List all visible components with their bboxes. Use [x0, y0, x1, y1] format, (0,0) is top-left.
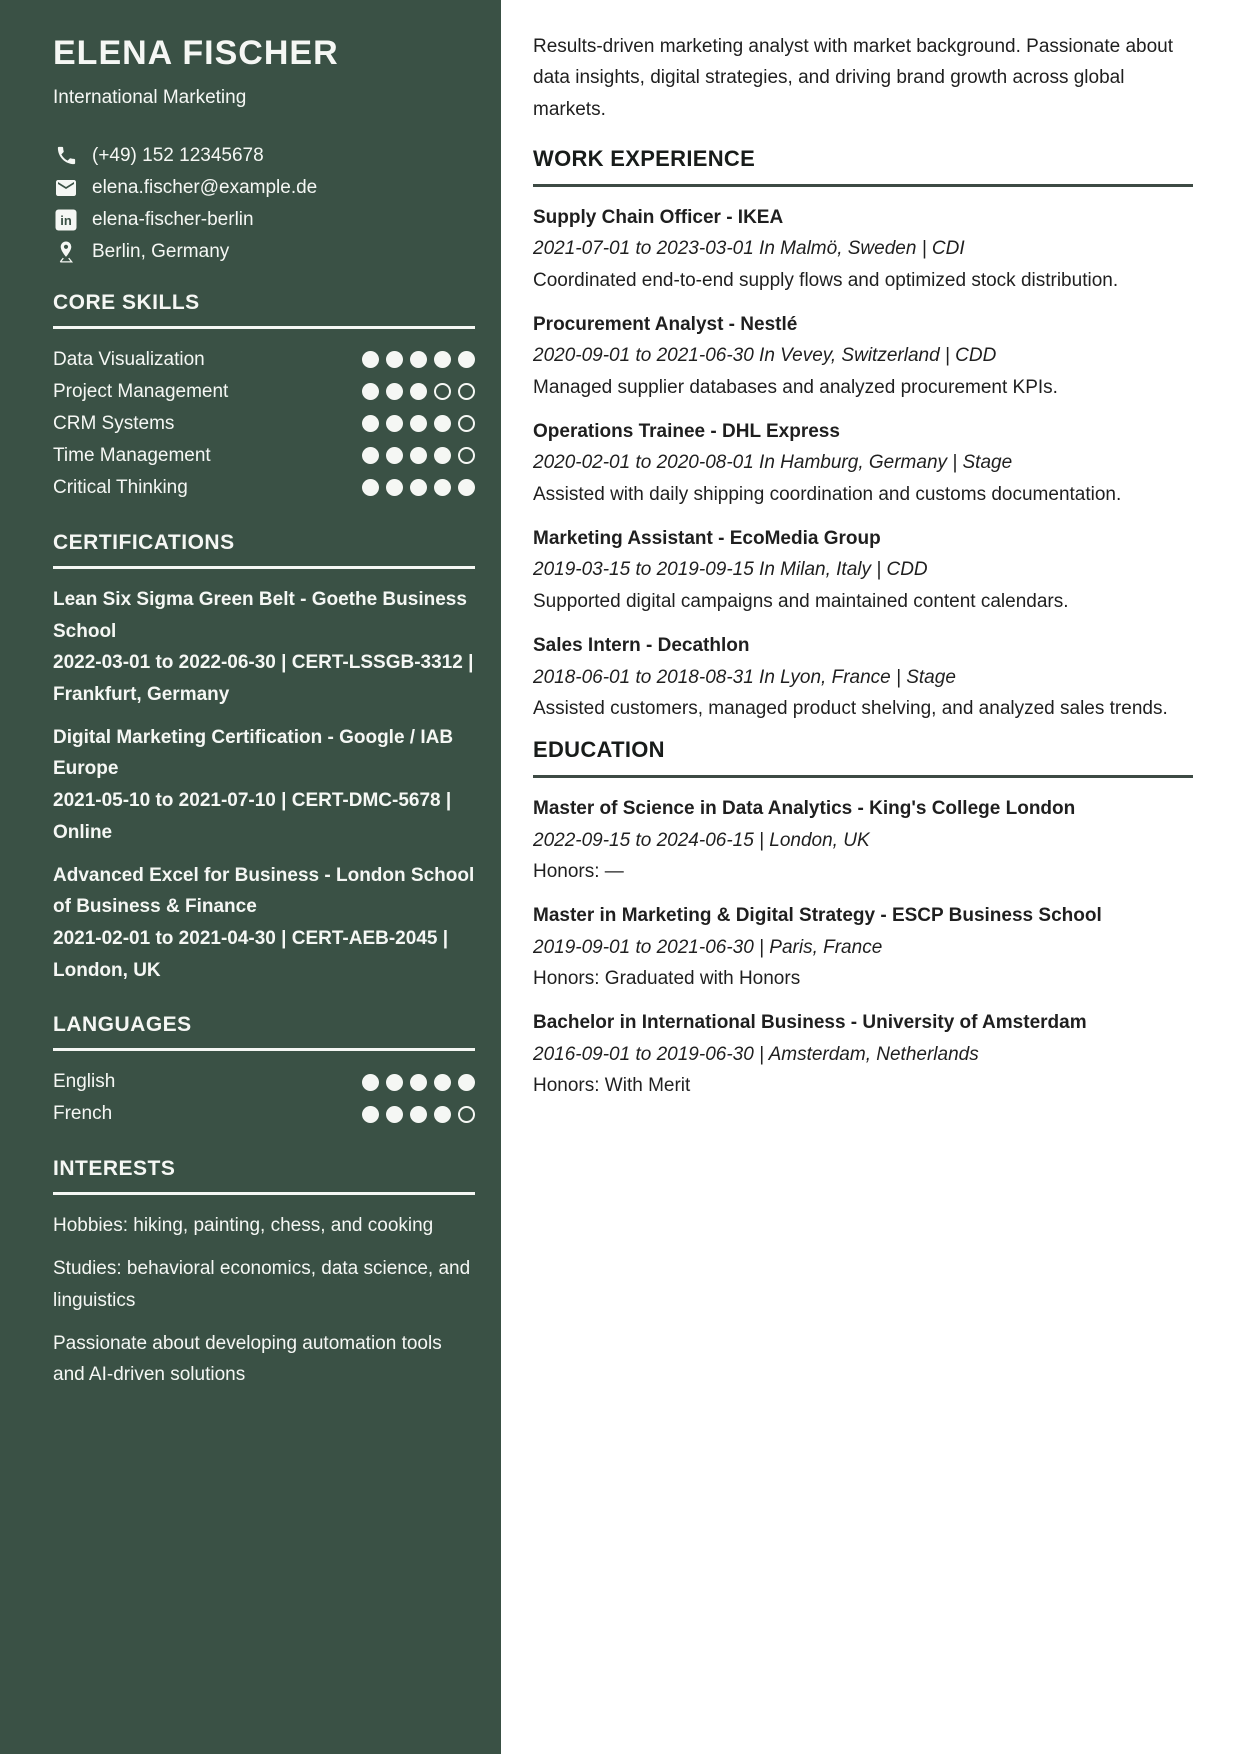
rating-dot-filled	[386, 447, 403, 464]
rating-dot-filled	[434, 1106, 451, 1123]
email-icon	[53, 176, 79, 200]
language-row-label: French	[53, 1103, 113, 1125]
skill-row	[53, 440, 475, 472]
rating-dot-filled	[362, 447, 379, 464]
job-title: Marketing Assistant - EcoMedia Group	[533, 528, 881, 550]
rating-dot-filled	[362, 351, 379, 368]
rating-dots	[362, 351, 475, 368]
certifications-section	[53, 531, 475, 987]
phone-icon	[53, 144, 79, 168]
rating-dot-filled	[434, 1074, 451, 1091]
contact-text: Berlin, Germany	[92, 240, 230, 262]
section-underline	[533, 184, 1193, 187]
sidebar	[0, 0, 501, 1754]
rating-dot-filled	[434, 351, 451, 368]
core-skills-section	[53, 291, 475, 504]
work-experience-section	[533, 146, 1193, 724]
skill-row	[53, 472, 475, 504]
contact-item	[53, 208, 475, 232]
education-honors: Honors: Graduated with Honors	[533, 967, 801, 989]
work-experience-jobs	[533, 202, 1193, 724]
rating-dot-filled	[458, 479, 475, 496]
skill-row-label: Time Management	[53, 444, 211, 466]
language-row-label: English	[53, 1071, 116, 1093]
rating-dots	[362, 1106, 475, 1123]
rating-dot-filled	[386, 415, 403, 432]
job-description: Assisted with daily shipping coordination and customs documentation.	[533, 483, 1122, 505]
education-title: Bachelor in International Business - University of Amsterdam	[533, 1012, 1087, 1034]
skill-row	[53, 408, 475, 440]
education-meta: 2019-09-01 to 2021-06-30 | Paris, France	[533, 936, 883, 958]
location-icon	[53, 240, 79, 264]
education-entry	[533, 1007, 1193, 1101]
profile-summary: Results-driven marketing analyst with market background. Passionate about data insights, digital strategies, and driving brand growth across global markets.	[533, 36, 1173, 120]
rating-dot-filled	[362, 415, 379, 432]
svg-text:in: in	[60, 212, 72, 228]
interest-item: Studies: behavioral economics, data science, and linguistics	[53, 1258, 471, 1311]
contact-text: (+49) 152 12345678	[92, 144, 264, 166]
language-row	[53, 1066, 475, 1098]
job-title: Supply Chain Officer - IKEA	[533, 207, 784, 229]
rating-dots	[362, 383, 475, 400]
rating-dot-empty	[434, 383, 451, 400]
rating-dot-filled	[362, 1106, 379, 1123]
job-entry	[533, 309, 1193, 403]
skill-row-label: Project Management	[53, 380, 229, 402]
skill-row	[53, 376, 475, 408]
education-title: Master of Science in Data Analytics - King's College London	[533, 798, 1076, 820]
education-honors: Honors: With Merit	[533, 1074, 691, 1096]
rating-dot-filled	[362, 1074, 379, 1091]
contact-item	[53, 144, 475, 168]
job-title: Sales Intern - Decathlon	[533, 635, 750, 657]
rating-dots	[362, 479, 475, 496]
skill-row	[53, 344, 475, 376]
section-underline	[53, 1192, 475, 1195]
section-underline	[53, 326, 475, 329]
contact-text: elena.fischer@example.de	[92, 176, 318, 198]
certification-item	[53, 584, 475, 711]
job-description: Supported digital campaigns and maintained content calendars.	[533, 590, 1069, 612]
person-name: ELENA FISCHER	[53, 34, 339, 72]
interest-item: Hobbies: hiking, painting, chess, and cooking	[53, 1215, 434, 1237]
job-meta: 2020-09-01 to 2021-06-30 In Vevey, Switzerland | CDD	[533, 345, 997, 367]
rating-dot-filled	[410, 479, 427, 496]
rating-dot-filled	[386, 383, 403, 400]
core-skills-heading: CORE SKILLS	[53, 290, 200, 314]
job-title: Operations Trainee - DHL Express	[533, 421, 840, 443]
interests-section	[53, 1157, 475, 1391]
job-entry	[533, 202, 1193, 296]
rating-dot-filled	[386, 1074, 403, 1091]
job-entry	[533, 416, 1193, 510]
education-schools	[533, 793, 1193, 1101]
job-entry	[533, 523, 1193, 617]
contact-item	[53, 176, 475, 200]
rating-dot-filled	[410, 383, 427, 400]
section-underline	[53, 1048, 475, 1051]
job-entry	[533, 630, 1193, 724]
rating-dot-empty	[458, 1106, 475, 1123]
language-row	[53, 1098, 475, 1130]
rating-dot-filled	[434, 447, 451, 464]
certifications-heading: CERTIFICATIONS	[53, 530, 235, 554]
rating-dot-filled	[362, 479, 379, 496]
rating-dot-filled	[410, 447, 427, 464]
rating-dot-filled	[410, 1106, 427, 1123]
education-heading: EDUCATION	[533, 737, 665, 763]
education-entry	[533, 900, 1193, 994]
contact-text: elena-fischer-berlin	[92, 208, 254, 230]
job-description: Assisted customers, managed product shelving, and analyzed sales trends.	[533, 697, 1168, 719]
core-skills-list	[53, 344, 475, 504]
main-content	[533, 0, 1193, 1114]
contact-item	[53, 240, 475, 264]
skill-row-label: Critical Thinking	[53, 476, 188, 498]
person-job-title: International Marketing	[53, 87, 247, 109]
rating-dot-filled	[386, 351, 403, 368]
certification-name: Advanced Excel for Business - London School of Business & Finance	[53, 864, 475, 918]
rating-dots	[362, 415, 475, 432]
certification-details: 2021-02-01 to 2021-04-30 | CERT-AEB-2045 | London, UK	[53, 927, 449, 981]
job-description: Managed supplier databases and analyzed procurement KPIs.	[533, 376, 1058, 398]
languages-heading: LANGUAGES	[53, 1013, 192, 1037]
linkedin-icon	[53, 208, 79, 232]
job-meta: 2018-06-01 to 2018-08-31 In Lyon, France | Stage	[533, 666, 956, 688]
languages-section	[53, 1013, 475, 1130]
rating-dot-filled	[410, 351, 427, 368]
rating-dot-filled	[386, 1106, 403, 1123]
work-experience-heading: WORK EXPERIENCE	[533, 146, 756, 172]
rating-dot-filled	[458, 351, 475, 368]
skill-row-label: CRM Systems	[53, 412, 175, 434]
rating-dot-filled	[458, 1074, 475, 1091]
rating-dot-empty	[458, 383, 475, 400]
job-meta: 2021-07-01 to 2023-03-01 In Malmö, Sweden | CDI	[533, 238, 965, 260]
job-description: Coordinated end-to-end supply flows and optimized stock distribution.	[533, 269, 1119, 291]
rating-dot-filled	[362, 383, 379, 400]
education-honors: Honors: —	[533, 860, 624, 882]
interest-item: Passionate about developing automation tools and AI-driven solutions	[53, 1332, 442, 1386]
certification-details: 2022-03-01 to 2022-06-30 | CERT-LSSGB-3312 | Frankfurt, Germany	[53, 652, 474, 705]
certification-name: Lean Six Sigma Green Belt - Goethe Business School	[53, 588, 467, 642]
contact-list	[53, 144, 475, 264]
rating-dots	[362, 1074, 475, 1091]
interests-heading: INTERESTS	[53, 1157, 176, 1181]
rating-dot-filled	[434, 479, 451, 496]
job-title: Procurement Analyst - Nestlé	[533, 314, 798, 336]
job-meta: 2019-03-15 to 2019-09-15 In Milan, Italy | CDD	[533, 559, 928, 581]
rating-dot-empty	[458, 415, 475, 432]
interests-list	[53, 1210, 475, 1391]
rating-dots	[362, 447, 475, 464]
education-entry	[533, 793, 1193, 887]
certification-name: Digital Marketing Certification - Google / IAB Europe	[53, 726, 454, 780]
section-underline	[533, 775, 1193, 778]
rating-dot-empty	[458, 447, 475, 464]
education-title: Master in Marketing & Digital Strategy - ESCP Business School	[533, 905, 1102, 927]
languages-list	[53, 1066, 475, 1130]
rating-dot-filled	[410, 415, 427, 432]
education-meta: 2022-09-15 to 2024-06-15 | London, UK	[533, 829, 870, 851]
job-meta: 2020-02-01 to 2020-08-01 In Hamburg, Germany | Stage	[533, 452, 1013, 474]
education-meta: 2016-09-01 to 2019-06-30 | Amsterdam, Netherlands	[533, 1043, 979, 1065]
section-underline	[53, 566, 475, 569]
certification-details: 2021-05-10 to 2021-07-10 | CERT-DMC-5678 | Online	[53, 790, 452, 843]
skill-row-label: Data Visualization	[53, 348, 205, 370]
certification-item	[53, 722, 475, 849]
rating-dot-filled	[386, 479, 403, 496]
rating-dot-filled	[434, 415, 451, 432]
education-section	[533, 737, 1193, 1101]
rating-dot-filled	[410, 1074, 427, 1091]
certification-item	[53, 860, 475, 987]
certifications-list	[53, 584, 475, 987]
